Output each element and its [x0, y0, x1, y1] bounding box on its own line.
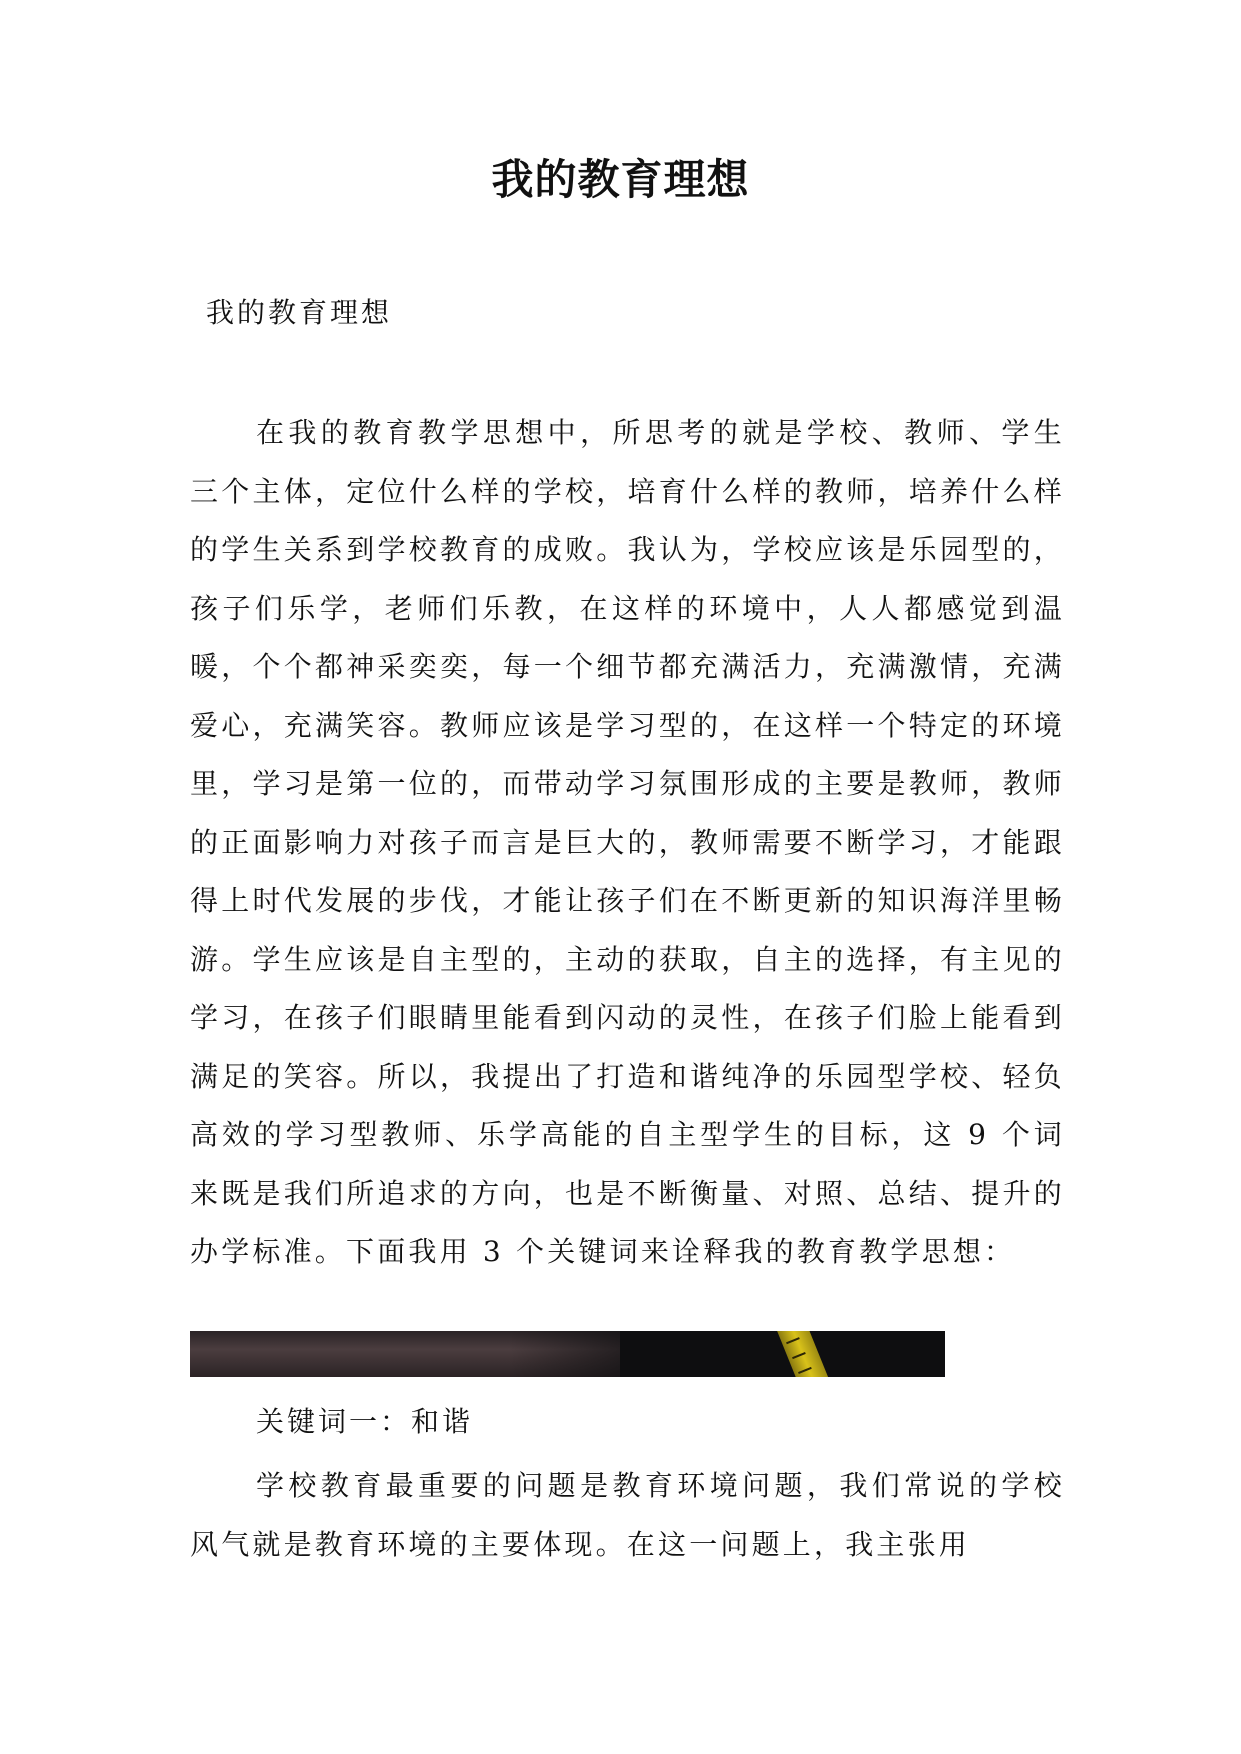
- paragraph-intro: 在我的教育教学思想中，所思考的就是学校、教师、学生三个主体，定位什么样的学校，培育什么样的教师，培养什么样的学生关系到学校教育的成败。我认为，学校应该是乐园型的，孩子们乐学，老师们乐教，在这样的环境中，人人都感觉到温暖，个个都神采奕奕，每一个细节都充满活力，充满激情，充满爱心，充满笑容。教师应该是学习型的，在这样一个特定的环境里，学习是第一位的，而带动学习氛围形成的主要是教师，教师的正面影响力对孩子而言是巨大的，教师需要不断学习，才能跟得上时代发展的步伐，才能让孩子们在不断更新的知识海洋里畅游。学生应该是自主型的，主动的获取，自主的选择，有主见的学习，在孩子们眼睛里能看到闪动的灵性，在孩子们脸上能看到满足的笑容。所以，我提出了打造和谐纯净的乐园型学校、轻负高效的学习型教师、乐学高能的自主型学生的目标，这 9 个词来既是我们所追求的方向，也是不断衡量、对照、总结、提升的办学标准。下面我用 3 个关键词来诠释我的教育教学思想：: [190, 416, 1065, 1268]
- document-title: 我的教育理想: [491, 155, 750, 204]
- document-subtitle: 我的教育理想: [206, 296, 393, 329]
- photo-ruler: [777, 1331, 829, 1377]
- photo-shadow-region: [510, 1331, 770, 1377]
- paragraph-harmony: 学校教育最重要的问题是教育环境问题，我们常说的学校风气就是教育环境的主要体现。在这一问题上，我主张用: [190, 1469, 1065, 1561]
- ruler-tick: [786, 1337, 800, 1344]
- keyword-heading-harmony: 关键词一：和谐: [256, 1405, 474, 1438]
- ruler-tick: [798, 1367, 812, 1374]
- cropped-photo: [190, 1331, 945, 1377]
- ruler-tick: [792, 1352, 806, 1359]
